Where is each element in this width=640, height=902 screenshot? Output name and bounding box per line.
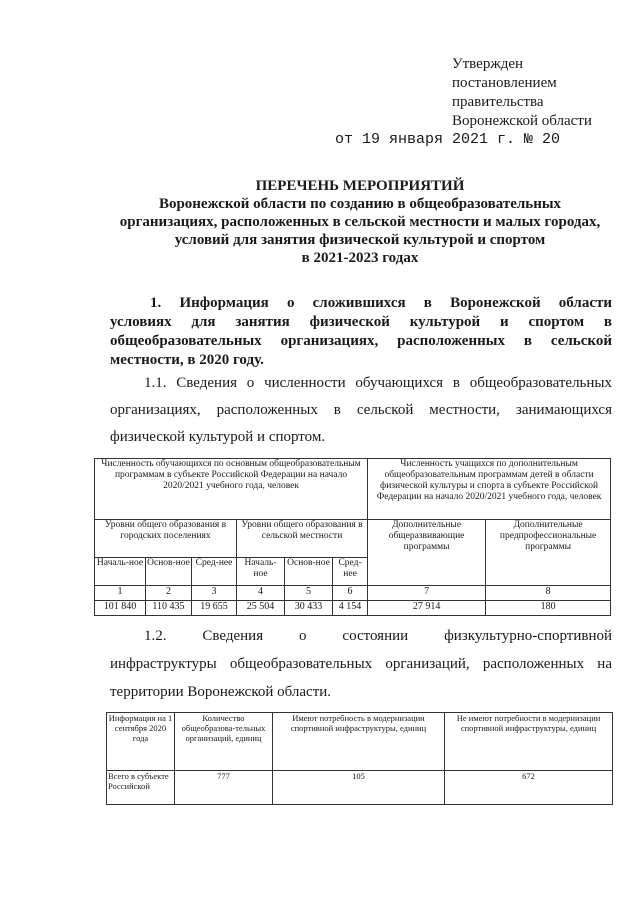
table1-value: 27 914 [368, 601, 486, 616]
paragraph-line: 1.2. Сведения о состоянии физкультурно-спортивной [144, 628, 612, 644]
paragraph-1-2 [110, 622, 612, 706]
table2-header: Количество общеобразова-тельных организаций, единиц [175, 713, 273, 771]
table1-rural-header: Уровни общего образования в сельской местности [237, 520, 368, 558]
table2-header: Имеют потребность в модернизации спортивной инфраструктуры, единиц [273, 713, 445, 771]
table1-value: 19 655 [192, 601, 237, 616]
table1-head-additional: Численность учащихся по дополнительным общеобразовательным программам детей в области физической культуры и спорта в субъекте Российской Федерации на начало 2020/2021 учебного года, человек [368, 459, 611, 520]
section-1-line: условиях для занятия физической культурой и спортом в [110, 314, 612, 330]
table1-value: 4 154 [333, 601, 368, 616]
table1-head-main: Численность обучающихся по основным общеобразовательным программам в субъекте Российской Федерации на начало 2020/2021 учебного года, человек [95, 459, 368, 520]
table1-level: Началь-ное [237, 558, 285, 586]
students-table [94, 458, 611, 616]
paragraph-1-1 [110, 370, 612, 451]
approval-line: Утвержден [452, 56, 524, 72]
title-line: условий для занятия физической культурой и спортом [174, 232, 546, 248]
table1-col-number: 1 [95, 586, 146, 601]
approval-date: от 19 января 2021 г. № 20 [335, 131, 561, 148]
table1-value: 180 [486, 601, 611, 616]
table1-dop-general-header: Дополнительные общеразвивающие программы [368, 520, 486, 586]
table2-header: Не имеют потребности в модернизации спортивной инфраструктуры, единиц [445, 713, 613, 771]
table2-value: 105 [273, 771, 445, 805]
title-line: ПЕРЕЧЕНЬ МЕРОПРИЯТИЙ [255, 178, 465, 194]
table1-col-number: 7 [368, 586, 486, 601]
table1-level: Сред-нее [192, 558, 237, 586]
table2-header: Информация на 1 сентября 2020 года [107, 713, 175, 771]
table1-urban-header: Уровни общего образования в городских поселениях [95, 520, 237, 558]
table2-value: 777 [175, 771, 273, 805]
table1-col-number: 3 [192, 586, 237, 601]
table1-col-number: 2 [146, 586, 192, 601]
table1-col-number: 4 [237, 586, 285, 601]
section-1-line: 1. Информация о сложившихся в Воронежской области [150, 295, 612, 311]
title-line: Воронежской области по созданию в общеобразовательных [158, 196, 562, 212]
document-title [90, 177, 630, 267]
table1-level: Сред-нее [333, 558, 368, 586]
title-line: организациях, расположенных в сельской местности и малых городах, [119, 214, 601, 230]
table1-level: Основ-ное [285, 558, 333, 586]
approval-line: правительства [452, 94, 544, 110]
table1-level: Основ-ное [146, 558, 192, 586]
paragraph-line: инфраструктуры общеобразовательных организаций, расположенных на [110, 656, 612, 672]
table1-dop-preprof-header: Дополнительные предпрофессиональные программы [486, 520, 611, 586]
table1-col-number: 5 [285, 586, 333, 601]
paragraph-line: 1.1. Сведения о численности обучающихся в общеобразовательных [144, 375, 612, 391]
approval-line: постановлением [452, 75, 557, 91]
paragraph-line: организациях, расположенных в сельской местности, занимающихся [110, 402, 612, 418]
table1-col-number: 6 [333, 586, 368, 601]
section-1-line: местности, в 2020 году. [110, 352, 264, 368]
title-line: в 2021-2023 годах [301, 250, 419, 266]
infrastructure-table [106, 712, 613, 805]
table1-value: 110 435 [146, 601, 192, 616]
section-1-line: общеобразовательных организациях, расположенных в сельской [110, 333, 612, 349]
table2-row-label: Всего в субъекте Российской [107, 771, 175, 805]
table2-value: 672 [445, 771, 613, 805]
table1-level: Началь-ное [95, 558, 146, 586]
table1-value: 30 433 [285, 601, 333, 616]
table1-value: 101 840 [95, 601, 146, 616]
table1-col-number: 8 [486, 586, 611, 601]
approval-line: Воронежской области [452, 113, 592, 129]
paragraph-line: физической культурой и спортом. [110, 429, 326, 445]
paragraph-line: территории Воронежской области. [110, 684, 332, 700]
table1-value: 25 504 [237, 601, 285, 616]
section-1-heading [110, 294, 612, 370]
approval-block [452, 55, 632, 131]
